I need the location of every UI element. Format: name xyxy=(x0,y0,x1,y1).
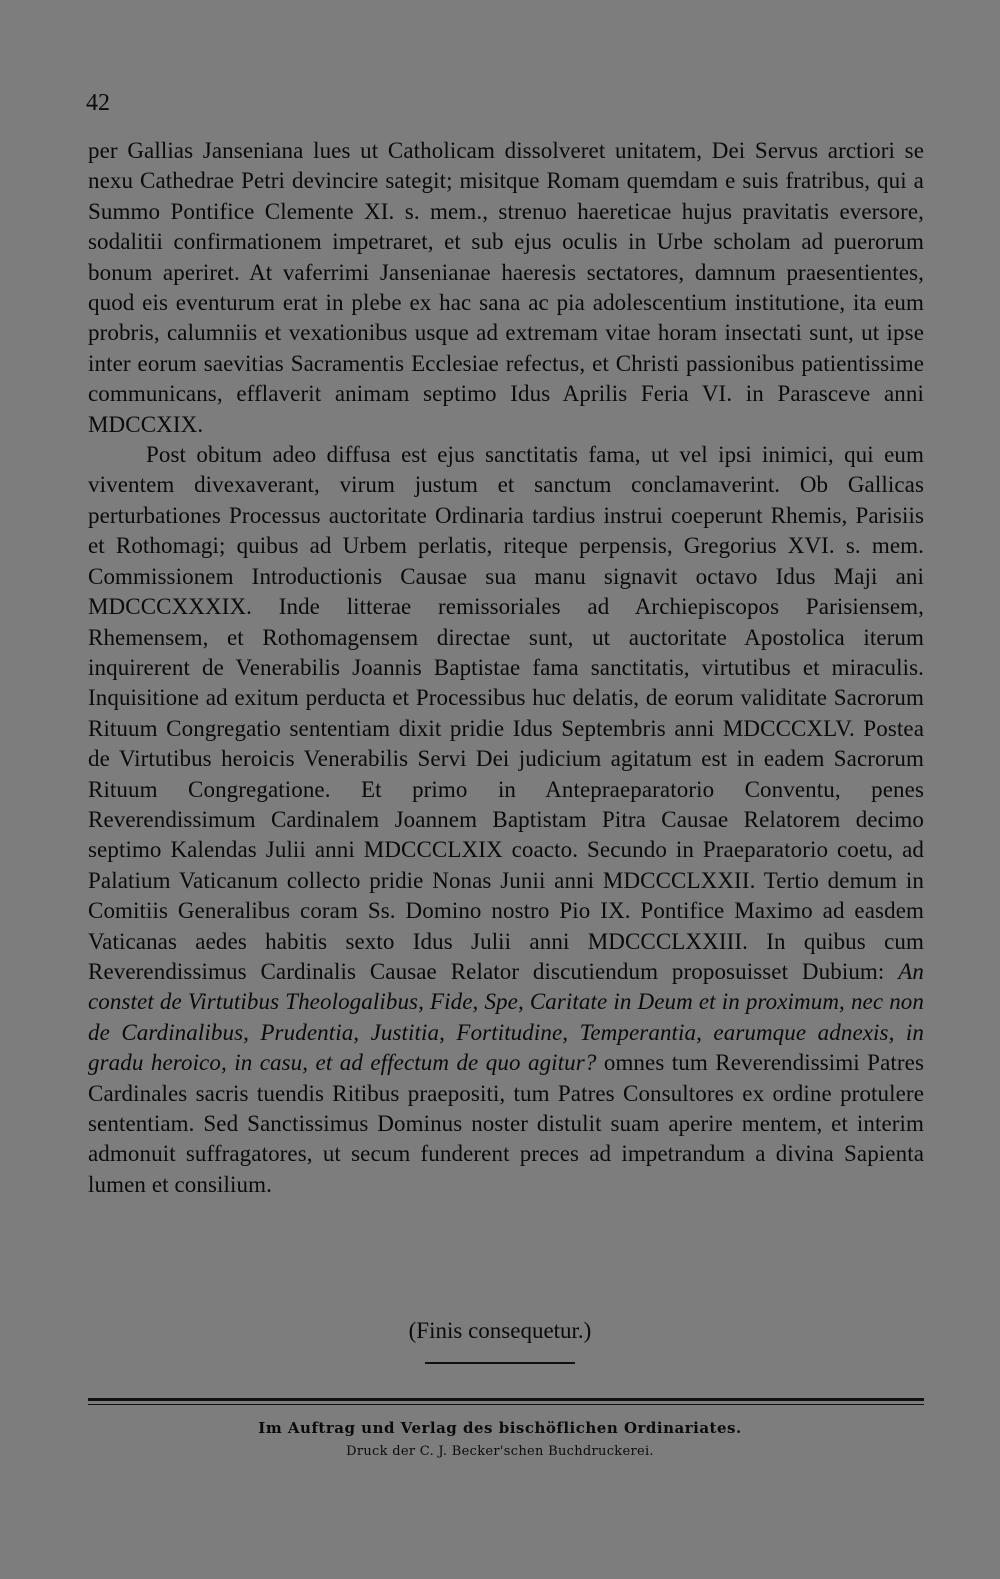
paragraph-1 xyxy=(88,136,924,440)
finis-note: (Finis consequetur.) xyxy=(408,1318,592,1343)
footer-rule-thick xyxy=(88,1398,924,1401)
body-text xyxy=(88,136,924,1200)
paragraph-2-text-end: omnes tum Reverendissimi Patres Cardinales sacris tuendis Ritibus praepositi, tum Patres Consultores ex ordine protulere sententiam. Sed Sanctissimus Dominus noster distulit suam aperire mentem, et interim admonuit suffragatores, ut secum funderent preces ad impetrandum a divina Sapienta lumen et consilium. xyxy=(88,1050,924,1197)
paragraph-1-text: per Gallias Janseniana lues ut Catholicam dissolveret unitatem, Dei Servus arctiori se nexu Cathedrae Petri devincire sategit; misitque Romam quemdam e suis fratribus, qui a Summo Pontifice Clemente XI. s. mem., strenuo haereticae hujus pravitatis eversore, sodalitii confirmationem impetraret, et sub ejus oculis in Urbe scholam ad puerorum bonum aperiret. At vaferrimi Jansenianae haeresis sectatores, damnum praesentientes, quod eis eventurum erat in plebe ex hac sana ac pia adolescentium institutione, ita eum probris, calumniis et vexationibus usque ad extremam vitae horam insectati sunt, ut ipse inter eorum saevitias Sacramentis Ecclesiae refectus, et Christi passionibus patientissime communicans, efflaverit animam septimo Idus Aprilis Feria VI. in Parasceve anni MDCCXIX. xyxy=(88,138,924,437)
paragraph-2 xyxy=(88,440,924,1200)
colophon-publisher: Im Auftrag und Verlag des bischöflichen Ordinariates. xyxy=(258,1419,742,1437)
colophon-printer: Druck der C. J. Becker'schen Buchdruckerei. xyxy=(346,1444,654,1459)
footer-rule-thin xyxy=(88,1404,924,1405)
dubium-question: An constet de Virtutibus Theologalibus, Fide, Spe, Caritate in Deum et in proximum, nec non de Cardinalibus, Prudentia, Justitia, Fortitudine, Temperantia, earumque adnexis, in gradu heroico, in casu, et ad effectum de quo agitur? xyxy=(88,958,924,1076)
page-number: 42 xyxy=(86,90,110,116)
paragraph-2-text: Post obitum adeo diffusa est ejus sanctitatis fama, ut vel ipsi inimici, qui eum viventem divexaverant, virum justum et sanctum conclamaverint. Ob Gallicas perturbationes Processus auctoritate Ordinaria tardius instrui coeperunt Rhemis, Parisiis et Rothomagi; quibus ad Urbem perlatis, riteque perpensis, Gregorius XVI. s. mem. Commissionem Introductionis Causae sua manu signavit octavo Idus Maji ani MDCCCXXXIX. Inde litterae remissoriales ad Archiepiscopos Parisiensem, Rhemensem, et Rothomagensem directae sunt, ut auctoritate Apostolica iterum inquirerent de Venerabilis Joannis Baptistae fama sanctitatis, virtutibus et miraculis. Inquisitione ad exitum perducta et Processibus huc delatis, de eorum validitate Sacrorum Rituum Congregatio sententiam dixit pridie Idus Septembris anni MDCCCXLV. Postea de Virtutibus heroicis Venerabilis Servi Dei judicium agitatum est in eadem Sacrorum Rituum Congregatione. Et primo in Antepraeparatorio Conventu, penes Reverendissimum Cardinalem Joannem Baptistam Pitra Causae Relatorem decimo septimo Kalendas Julii anni MDCCCLXIX coacto. Secundo in Praeparatorio coetu, ad Palatium Vaticanum collecto pridie Nonas Junii anni MDCCCLXXII. Tertio demum in Comitiis Generalibus coram Ss. Domino nostro Pio IX. Pontifice Maximo ad easdem Vaticanas aedes habitis sexto Idus Julii anni MDCCCLXXIII. In quibus cum Reverendissimus Cardinalis Causae Relator discutiendum proposuisset Dubium: xyxy=(88,442,924,984)
short-divider xyxy=(425,1362,575,1364)
